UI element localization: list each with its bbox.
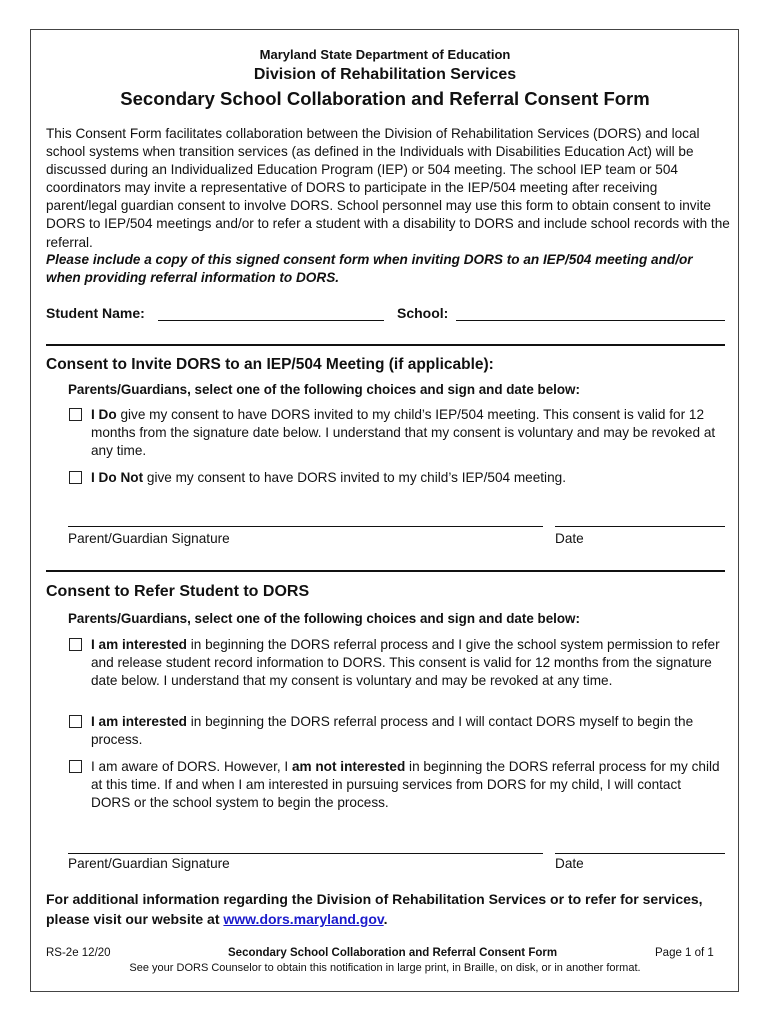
option-prefix: I am aware of DORS. However, I xyxy=(91,759,292,774)
option-bold-label: I Do Not xyxy=(91,470,144,485)
form-title: Secondary School Collaboration and Referral Consent Form xyxy=(120,88,650,109)
refer-not-interested-checkbox[interactable] xyxy=(69,760,82,773)
section2-signature-line[interactable] xyxy=(68,853,543,854)
footer-form-name: Secondary School Collaboration and Referral Consent Form xyxy=(228,947,558,959)
dors-website-link[interactable]: www.dors.maryland.gov xyxy=(223,911,384,927)
consent-invite-yes-text xyxy=(91,406,723,461)
section1-date-line[interactable] xyxy=(555,526,725,527)
option-text: in beginning the DORS referral process and I give the school system permission to refer and release student record information to DORS. This consent is valid for 12 months from the signature date below. I understand that my consent is voluntary and may be revoked at any time. xyxy=(91,637,720,689)
section2-title: Consent to Refer Student to DORS xyxy=(46,583,310,600)
section1-date-label: Date xyxy=(555,531,584,546)
consent-invite-no-text xyxy=(91,469,723,487)
consent-invite-yes-checkbox[interactable] xyxy=(69,408,82,421)
refer-self-contact-checkbox[interactable] xyxy=(69,715,82,728)
intro-paragraph: This Consent Form facilitates collaboration between the Division of Rehabilitation Services (DORS) and local school systems when transition services (as defined in the Individuals with Disabilities Education Act) will be discussed during an Individualized Education Program (IEP) or 504 meeting. The school IEP team or 504 coordinators may invite a representative of DORS to participate in the IEP/504 meeting after receiving parent/legal guardian consent to involve DORS. School personnel may use this form to obtain consent to invite DORS to IEP/504 meetings and/or to refer a student with a disability to DORS and include school records with the referral. xyxy=(46,126,730,250)
refer-not-interested-text xyxy=(91,758,723,813)
additional-info-period: . xyxy=(383,911,388,927)
section2-date-line[interactable] xyxy=(555,853,725,854)
section2-date-label: Date xyxy=(555,856,584,871)
accessibility-note: See your DORS Counselor to obtain this notification in large print, in Braille, on disk, or in another format. xyxy=(129,962,641,974)
form-code: RS-2e 12/20 xyxy=(46,947,111,959)
division-name: Division of Rehabilitation Services xyxy=(253,66,517,83)
option-text: give my consent to have DORS invited to my child’s IEP/504 meeting. xyxy=(143,470,566,485)
section-divider xyxy=(46,344,725,346)
section-divider xyxy=(46,570,725,572)
section1-instruction: Parents/Guardians, select one of the following choices and sign and date below: xyxy=(68,382,580,397)
intro-emphasis: Please include a copy of this signed consent form when inviting DORS to an IEP/504 meeting and/or when providing referral information to DORS. xyxy=(46,252,693,286)
consent-invite-no-checkbox[interactable] xyxy=(69,471,82,484)
option-text: in beginning the DORS referral process and I will contact DORS myself to begin the process. xyxy=(91,714,694,748)
section1-signature-label: Parent/Guardian Signature xyxy=(68,531,230,546)
school-field[interactable] xyxy=(456,320,725,321)
agency-name: Maryland State Department of Education xyxy=(259,47,511,62)
section2-signature-label: Parent/Guardian Signature xyxy=(68,856,230,871)
option-bold-label: I am interested xyxy=(91,637,187,652)
student-name-label: Student Name: xyxy=(46,305,145,321)
refer-self-contact-text xyxy=(91,713,723,749)
option-bold-label: I Do xyxy=(91,407,117,422)
option-bold-label: am not interested xyxy=(291,759,406,774)
school-label: School: xyxy=(397,305,449,321)
section1-title: Consent to Invite DORS to an IEP/504 Meeting (if applicable): xyxy=(46,356,494,373)
student-name-field[interactable] xyxy=(158,320,384,321)
refer-release-text xyxy=(91,636,723,691)
option-text: give my consent to have DORS invited to my child’s IEP/504 meeting. This consent is valid for 12 months from the signature date below. I understand that my consent is voluntary and may be revoked at any time. xyxy=(91,407,716,459)
additional-info xyxy=(46,889,736,929)
section2-instruction: Parents/Guardians, select one of the following choices and sign and date below: xyxy=(68,611,580,626)
refer-release-checkbox[interactable] xyxy=(69,638,82,651)
option-text: in beginning the DORS referral process for my child at this time. If and when I am interested in pursuing services from DORS for my child, I will contact DORS or the school system to begin the process. xyxy=(91,759,720,811)
additional-info-text: For additional information regarding the Division of Rehabilitation Services or to refer for services, please visit our website at xyxy=(46,891,703,927)
section1-signature-line[interactable] xyxy=(68,526,543,527)
page-number: Page 1 of 1 xyxy=(655,947,714,959)
option-bold-label: I am interested xyxy=(91,714,187,729)
